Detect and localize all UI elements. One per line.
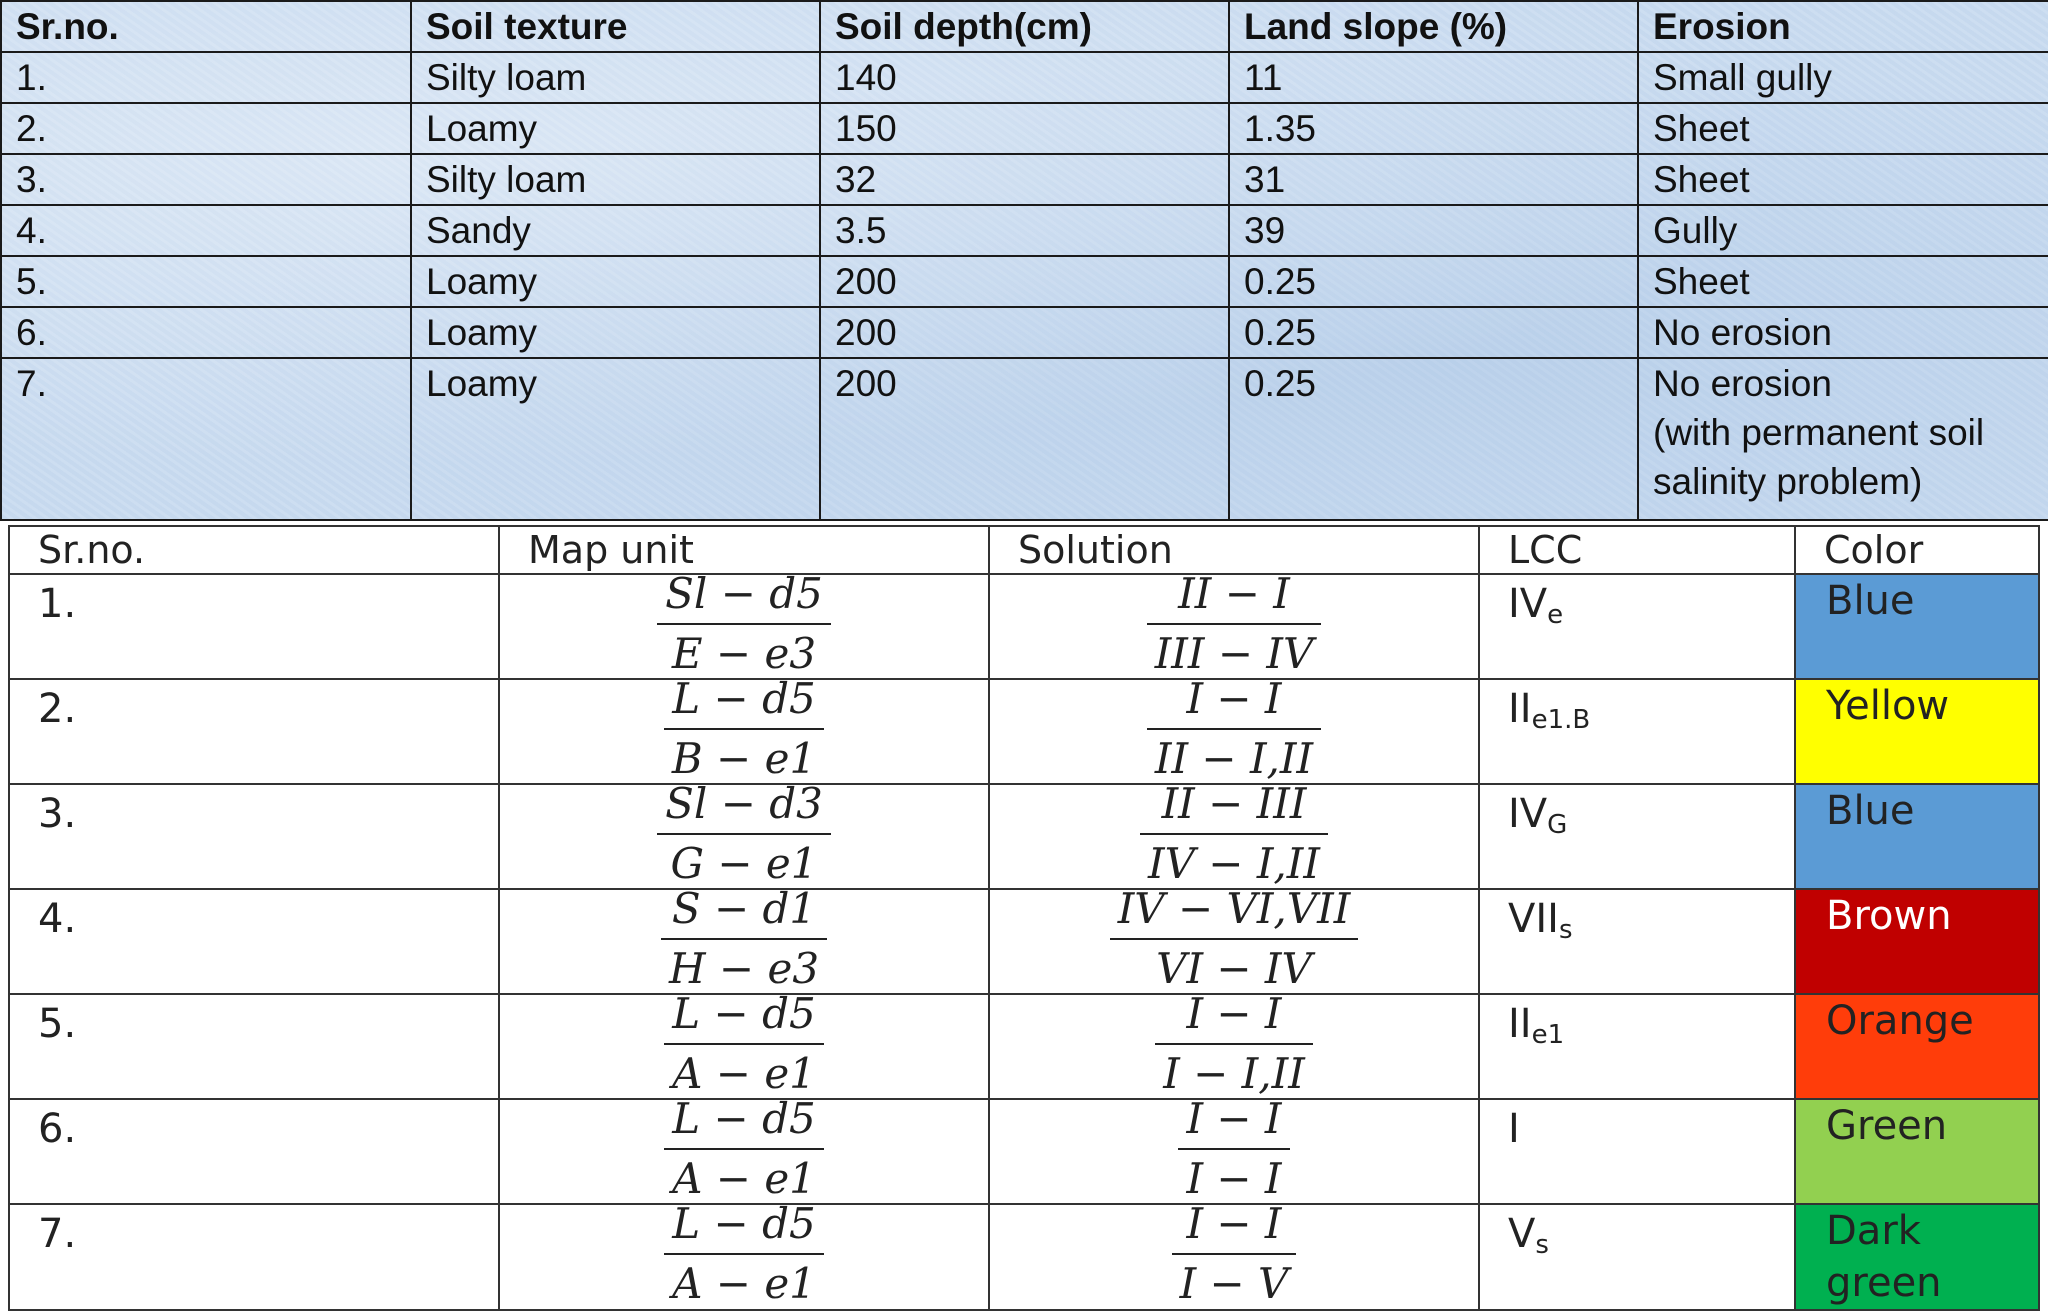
fraction-numerator: Sl − d5 xyxy=(657,574,831,625)
cell-solution xyxy=(989,889,1479,994)
cell-land-slope: 0.25 xyxy=(1229,358,1638,520)
cell-color-swatch: Blue xyxy=(1795,784,2039,889)
fraction-denominator: VI − IV xyxy=(1156,944,1312,993)
table-row xyxy=(1,103,2048,154)
cell-land-slope: 39 xyxy=(1229,205,1638,256)
lcc-class: I xyxy=(1508,1106,1520,1152)
cell-map-unit xyxy=(499,1204,989,1310)
cell-sr-no: 3. xyxy=(1,154,411,205)
cell-land-slope: 1.35 xyxy=(1229,103,1638,154)
header-solution: Solution xyxy=(989,526,1479,574)
fraction xyxy=(1140,784,1328,887)
fraction-denominator: I − I xyxy=(1186,1154,1282,1203)
cell-color-swatch: Dark green xyxy=(1795,1204,2039,1310)
fraction-denominator: III − IV xyxy=(1154,629,1314,678)
fraction xyxy=(1147,574,1322,677)
table-row xyxy=(1,358,2048,520)
fraction xyxy=(1172,1204,1297,1307)
fraction xyxy=(1110,889,1359,992)
table-row xyxy=(1,154,2048,205)
cell-sr-no: 4. xyxy=(1,205,411,256)
erosion-line: No erosion xyxy=(1653,363,1832,404)
cell-erosion xyxy=(1638,358,2048,520)
lcc-class: IV xyxy=(1508,791,1548,837)
cell-erosion: Sheet xyxy=(1638,256,2048,307)
fraction-denominator: B − e1 xyxy=(671,734,817,783)
cell-sr-no: 5. xyxy=(1,256,411,307)
cell-lcc xyxy=(1479,994,1795,1099)
table-header-row xyxy=(1,1,2048,52)
fraction-numerator: L − d5 xyxy=(664,994,824,1045)
fraction-numerator: I − I xyxy=(1178,1099,1289,1150)
cell-map-unit xyxy=(499,574,989,679)
table-row xyxy=(1,307,2048,358)
erosion-note-line: (with permanent soil xyxy=(1653,412,1985,453)
table-row xyxy=(9,574,2039,679)
lcc-class: II xyxy=(1508,686,1532,732)
soil-properties-table xyxy=(0,0,2048,521)
lcc-subclass: s xyxy=(1558,915,1573,945)
table-row xyxy=(1,205,2048,256)
cell-soil-depth: 200 xyxy=(820,358,1229,520)
fraction xyxy=(657,574,831,677)
cell-lcc xyxy=(1479,1204,1795,1310)
header-color: Color xyxy=(1795,526,2039,574)
table-row xyxy=(9,994,2039,1099)
lcc-class: II xyxy=(1508,1001,1532,1047)
fraction xyxy=(664,1204,824,1307)
cell-color-swatch: Green xyxy=(1795,1099,2039,1204)
land-capability-table xyxy=(8,525,2040,1311)
fraction-numerator: II − III xyxy=(1140,784,1328,835)
fraction xyxy=(1147,679,1321,782)
fraction xyxy=(664,1099,824,1202)
cell-soil-texture: Silty loam xyxy=(411,52,820,103)
cell-lcc xyxy=(1479,784,1795,889)
cell-sr-no: 5. xyxy=(9,994,499,1099)
header-erosion: Erosion xyxy=(1638,1,2048,52)
fraction-denominator: E − e3 xyxy=(671,629,817,678)
fraction-denominator: A − e1 xyxy=(672,1259,816,1308)
cell-color-swatch: Brown xyxy=(1795,889,2039,994)
cell-erosion: Gully xyxy=(1638,205,2048,256)
fraction xyxy=(664,994,824,1097)
table-row xyxy=(9,1204,2039,1310)
cell-land-slope: 31 xyxy=(1229,154,1638,205)
fraction xyxy=(657,784,831,887)
cell-sr-no: 2. xyxy=(9,679,499,784)
header-soil-depth: Soil depth(cm) xyxy=(820,1,1229,52)
cell-erosion: No erosion xyxy=(1638,307,2048,358)
lcc-subclass: e1 xyxy=(1531,1020,1565,1050)
soil-properties-panel xyxy=(0,0,2048,521)
fraction-numerator: IV − VI,VII xyxy=(1110,889,1359,940)
cell-sr-no: 7. xyxy=(9,1204,499,1310)
fraction-numerator: II − I xyxy=(1147,574,1322,625)
cell-soil-depth: 3.5 xyxy=(820,205,1229,256)
cell-lcc xyxy=(1479,679,1795,784)
cell-soil-depth: 140 xyxy=(820,52,1229,103)
fraction-numerator: I − I xyxy=(1155,994,1313,1045)
cell-soil-depth: 200 xyxy=(820,307,1229,358)
cell-map-unit xyxy=(499,994,989,1099)
table-row xyxy=(9,679,2039,784)
cell-soil-texture: Loamy xyxy=(411,358,820,520)
table-row xyxy=(1,256,2048,307)
table-header-row xyxy=(9,526,2039,574)
land-capability-panel xyxy=(0,521,2048,1308)
lcc-subclass: e xyxy=(1547,600,1564,630)
cell-color-swatch: Blue xyxy=(1795,574,2039,679)
lcc-class: V xyxy=(1508,1211,1536,1257)
header-soil-texture: Soil texture xyxy=(411,1,820,52)
cell-soil-depth: 32 xyxy=(820,154,1229,205)
fraction-denominator: A − e1 xyxy=(672,1049,816,1098)
fraction-denominator: A − e1 xyxy=(672,1154,816,1203)
cell-land-slope: 11 xyxy=(1229,52,1638,103)
lcc-subclass: G xyxy=(1547,810,1568,840)
fraction-numerator: S − d1 xyxy=(661,889,827,940)
cell-solution xyxy=(989,574,1479,679)
table-row xyxy=(9,889,2039,994)
fraction xyxy=(661,889,827,992)
cell-soil-texture: Loamy xyxy=(411,256,820,307)
cell-erosion: Small gully xyxy=(1638,52,2048,103)
lcc-class: IV xyxy=(1508,581,1548,627)
cell-sr-no: 3. xyxy=(9,784,499,889)
cell-map-unit xyxy=(499,679,989,784)
cell-solution xyxy=(989,784,1479,889)
fraction-numerator: L − d5 xyxy=(664,1204,824,1255)
cell-soil-depth: 200 xyxy=(820,256,1229,307)
erosion-note-line: salinity problem) xyxy=(1653,461,1923,502)
fraction xyxy=(1155,994,1313,1097)
cell-color-swatch: Orange xyxy=(1795,994,2039,1099)
fraction-numerator: I − I xyxy=(1147,679,1321,730)
cell-solution xyxy=(989,679,1479,784)
cell-color-swatch: Yellow xyxy=(1795,679,2039,784)
fraction-denominator: H − e3 xyxy=(668,944,820,993)
cell-sr-no: 1. xyxy=(1,52,411,103)
lcc-subclass: e1.B xyxy=(1531,705,1591,735)
cell-sr-no: 4. xyxy=(9,889,499,994)
fraction-numerator: L − d5 xyxy=(664,679,824,730)
header-lcc: LCC xyxy=(1479,526,1795,574)
cell-map-unit xyxy=(499,1099,989,1204)
lcc-class: VII xyxy=(1508,896,1559,942)
cell-sr-no: 6. xyxy=(9,1099,499,1204)
cell-sr-no: 7. xyxy=(1,358,411,520)
cell-soil-texture: Silty loam xyxy=(411,154,820,205)
cell-land-slope: 0.25 xyxy=(1229,307,1638,358)
cell-lcc xyxy=(1479,889,1795,994)
cell-soil-depth: 150 xyxy=(820,103,1229,154)
fraction xyxy=(1178,1099,1289,1202)
fraction-denominator: I − I,II xyxy=(1163,1049,1305,1098)
cell-solution xyxy=(989,994,1479,1099)
cell-solution xyxy=(989,1099,1479,1204)
table-row xyxy=(1,52,2048,103)
fraction-denominator: I − V xyxy=(1179,1259,1289,1308)
header-map-unit: Map unit xyxy=(499,526,989,574)
cell-sr-no: 1. xyxy=(9,574,499,679)
cell-solution xyxy=(989,1204,1479,1310)
fraction-denominator: IV − I,II xyxy=(1148,839,1320,888)
cell-lcc xyxy=(1479,574,1795,679)
fraction xyxy=(664,679,824,782)
cell-erosion: Sheet xyxy=(1638,154,2048,205)
cell-soil-texture: Sandy xyxy=(411,205,820,256)
table-row xyxy=(9,784,2039,889)
cell-lcc xyxy=(1479,1099,1795,1204)
fraction-denominator: G − e1 xyxy=(670,839,818,888)
lcc-subclass: s xyxy=(1535,1230,1549,1260)
cell-soil-texture: Loamy xyxy=(411,103,820,154)
cell-map-unit xyxy=(499,784,989,889)
header-sr-no: Sr.no. xyxy=(1,1,411,52)
cell-sr-no: 6. xyxy=(1,307,411,358)
cell-map-unit xyxy=(499,889,989,994)
cell-sr-no: 2. xyxy=(1,103,411,154)
fraction-denominator: II − I,II xyxy=(1154,734,1314,783)
cell-soil-texture: Loamy xyxy=(411,307,820,358)
fraction-numerator: L − d5 xyxy=(664,1099,824,1150)
fraction-numerator: Sl − d3 xyxy=(657,784,831,835)
cell-erosion: Sheet xyxy=(1638,103,2048,154)
fraction-numerator: I − I xyxy=(1172,1204,1297,1255)
cell-land-slope: 0.25 xyxy=(1229,256,1638,307)
header-sr-no: Sr.no. xyxy=(9,526,499,574)
header-land-slope: Land slope (%) xyxy=(1229,1,1638,52)
table-row xyxy=(9,1099,2039,1204)
